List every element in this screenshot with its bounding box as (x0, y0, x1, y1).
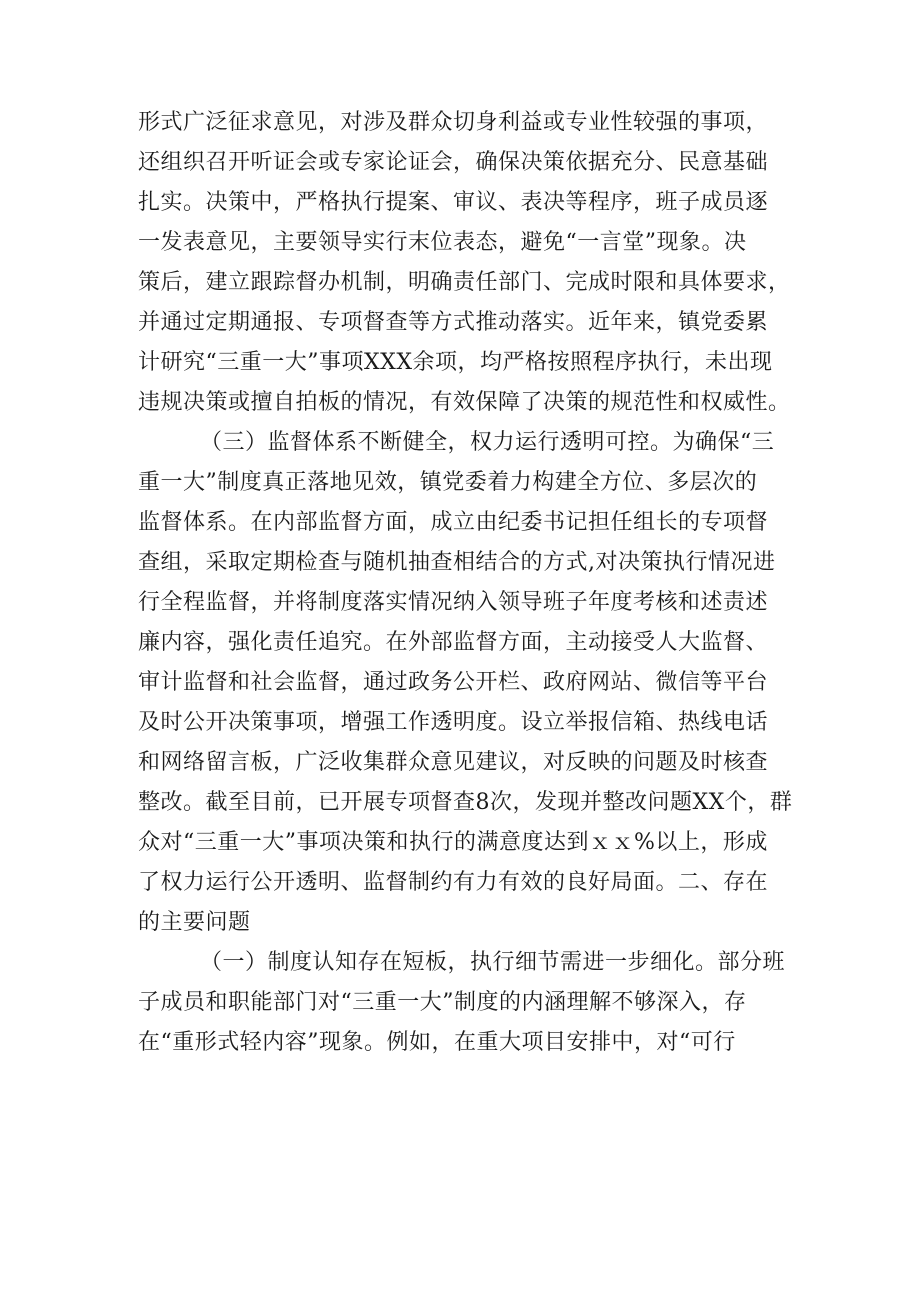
text-line: 了权力运行公开透明、监督制约有力有效的良好局面。二、存在 (138, 870, 769, 895)
text-line: 的主要问题 (138, 910, 251, 935)
text-line: 和网络留言板，广泛收集群众意见建议，对反映的问题及时核查 (138, 750, 769, 775)
text-line: 子成员和职能部门对“三重一大”制度的内涵理解不够深入，存 (138, 990, 747, 1015)
text-line: 形式广泛征求意见，对涉及群众切身利益或专业性较强的事项， (138, 110, 769, 135)
text-line: 计研究“三重一大”事项XXX余项，均严格按照程序执行，未出现 (138, 350, 773, 375)
text-line: 众对“三重一大”事项决策和执行的满意度达到ｘｘ%以上，形成 (138, 830, 768, 855)
text-line: 查组，采取定期检查与随机抽查相结合的方式,对决策执行情况进 (138, 550, 776, 575)
text-line: 整改。截至目前，已开展专项督查8次，发现并整改问题XX个，群 (138, 790, 793, 815)
text-line: 策后，建立跟踪督办机制，明确责任部门、完成时限和具体要求， (138, 270, 791, 295)
text-line: 行全程监督，并将制度落实情况纳入领导班子年度考核和述责述 (138, 590, 769, 615)
text-line: 在“重形式轻内容”现象。例如，在重大项目安排中，对“可行 (138, 1030, 736, 1055)
text-line: 廉内容，强化责任追究。在外部监督方面，主动接受人大监督、 (138, 630, 769, 655)
text-line: 扎实。决策中，严格执行提案、审议、表决等程序，班子成员逐 (138, 190, 769, 215)
text-line: 审计监督和社会监督，通过政务公开栏、政府网站、微信等平台 (138, 670, 769, 695)
text-line: 还组织召开听证会或专家论证会，确保决策依据充分、民意基础 (138, 150, 769, 175)
document-body (138, 103, 798, 1063)
text-line: 监督体系。在内部监督方面，成立由纪委书记担任组长的专项督 (138, 510, 769, 535)
text-line: 一发表意见，主要领导实行末位表态，避免“一言堂”现象。决 (138, 230, 747, 255)
text-line: 违规决策或擅自拍板的情况，有效保障了决策的规范性和权威性。 (138, 390, 791, 415)
text-line: 并通过定期通报、专项督查等方式推动落实。近年来，镇党委累 (138, 310, 769, 335)
text-line: （一）制度认知存在短板，执行细节需进一步细化。部分班 (200, 950, 786, 975)
text-line: （三）监督体系不断健全，权力运行透明可控。为确保“三 (200, 430, 775, 455)
text-line: 重一大”制度真正落地见效，镇党委着力构建全方位、多层次的 (138, 470, 758, 495)
text-line: 及时公开决策事项，增强工作透明度。设立举报信箱、热线电话 (138, 710, 769, 735)
